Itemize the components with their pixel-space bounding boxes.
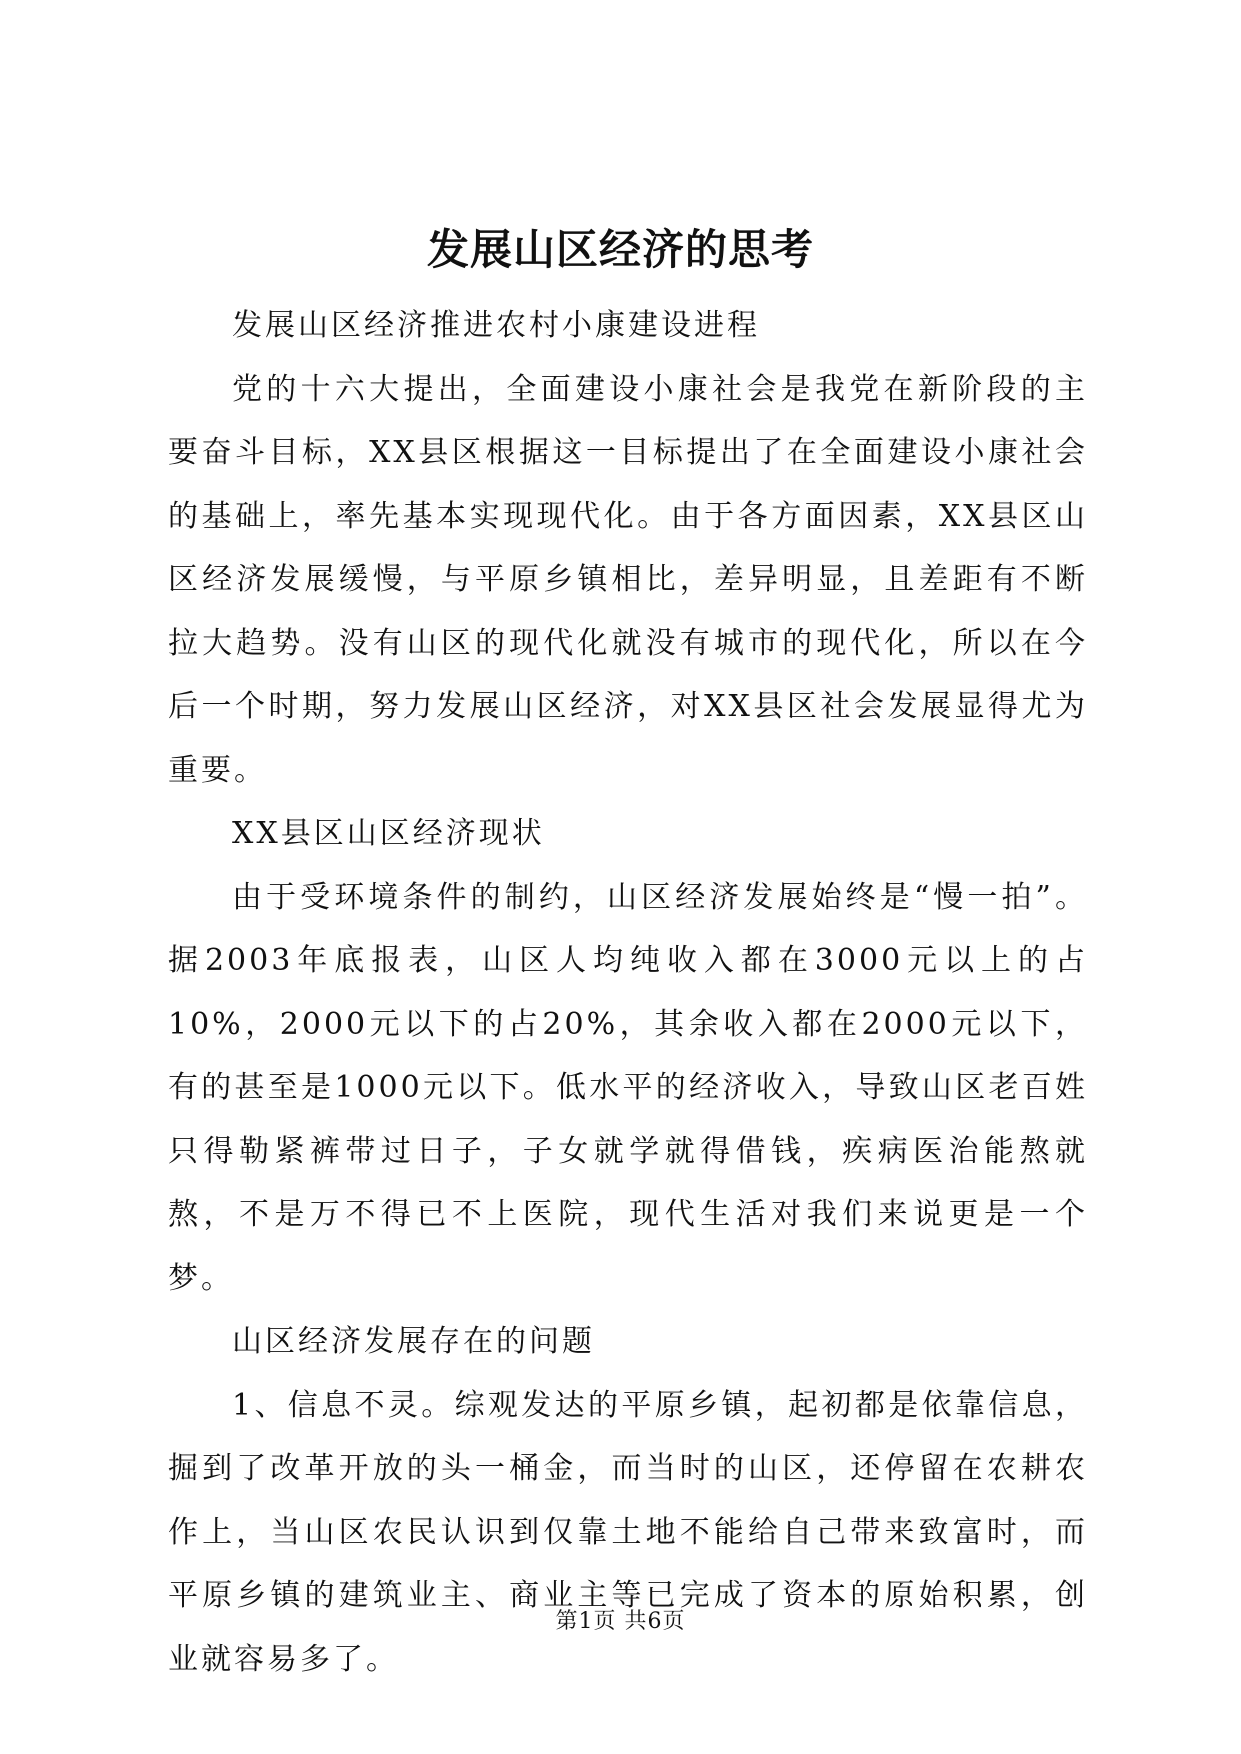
paragraph-problem-1: 1、信息不灵。综观发达的平原乡镇，起初都是依靠信息，掘到了改革开放的头一桶金，而当时的山区，还停留在农耕农作上，当山区农民认识到仅靠土地不能给自己带来致富时，而平原乡镇的建筑业主、商业主等已完成了资本的原始积累，创业就容易多了。	[168, 1387, 1088, 1677]
document-title: 发展山区经济的思考	[426, 225, 814, 274]
document-body	[168, 294, 1088, 1691]
paragraph-subtitle: 发展山区经济推进农村小康建设进程	[232, 308, 760, 343]
paragraph-status: 由于受环境条件的制约，山区经济发展始终是“慢一拍”。据2003年底报表，山区人均纯收入都在3000元以上的占10%，2000元以下的占20%，其余收入都在2000元以下，有的甚至是1000元以下。低水平的经济收入，导致山区老百姓只得勒紧裤带过日子，子女就学就得借钱，疾病医治能熬就熬，不是万不得已不上医院，现代生活对我们来说更是一个梦。	[168, 879, 1088, 1296]
section-heading-status: XX县区山区经济现状	[232, 816, 545, 851]
page-footer: 第1页 共6页	[555, 1609, 686, 1634]
section-heading-problems: 山区经济发展存在的问题	[232, 1324, 595, 1359]
paragraph-intro: 党的十六大提出，全面建设小康社会是我党在新阶段的主要奋斗目标，XX县区根据这一目标提出了在全面建设小康社会的基础上，率先基本实现现代化。由于各方面因素，XX县区山区经济发展缓慢，与平原乡镇相比，差异明显，且差距有不断拉大趋势。没有山区的现代化就没有城市的现代化，所以在今后一个时期，努力发展山区经济，对XX县区社会发展显得尤为重要。	[168, 371, 1088, 788]
